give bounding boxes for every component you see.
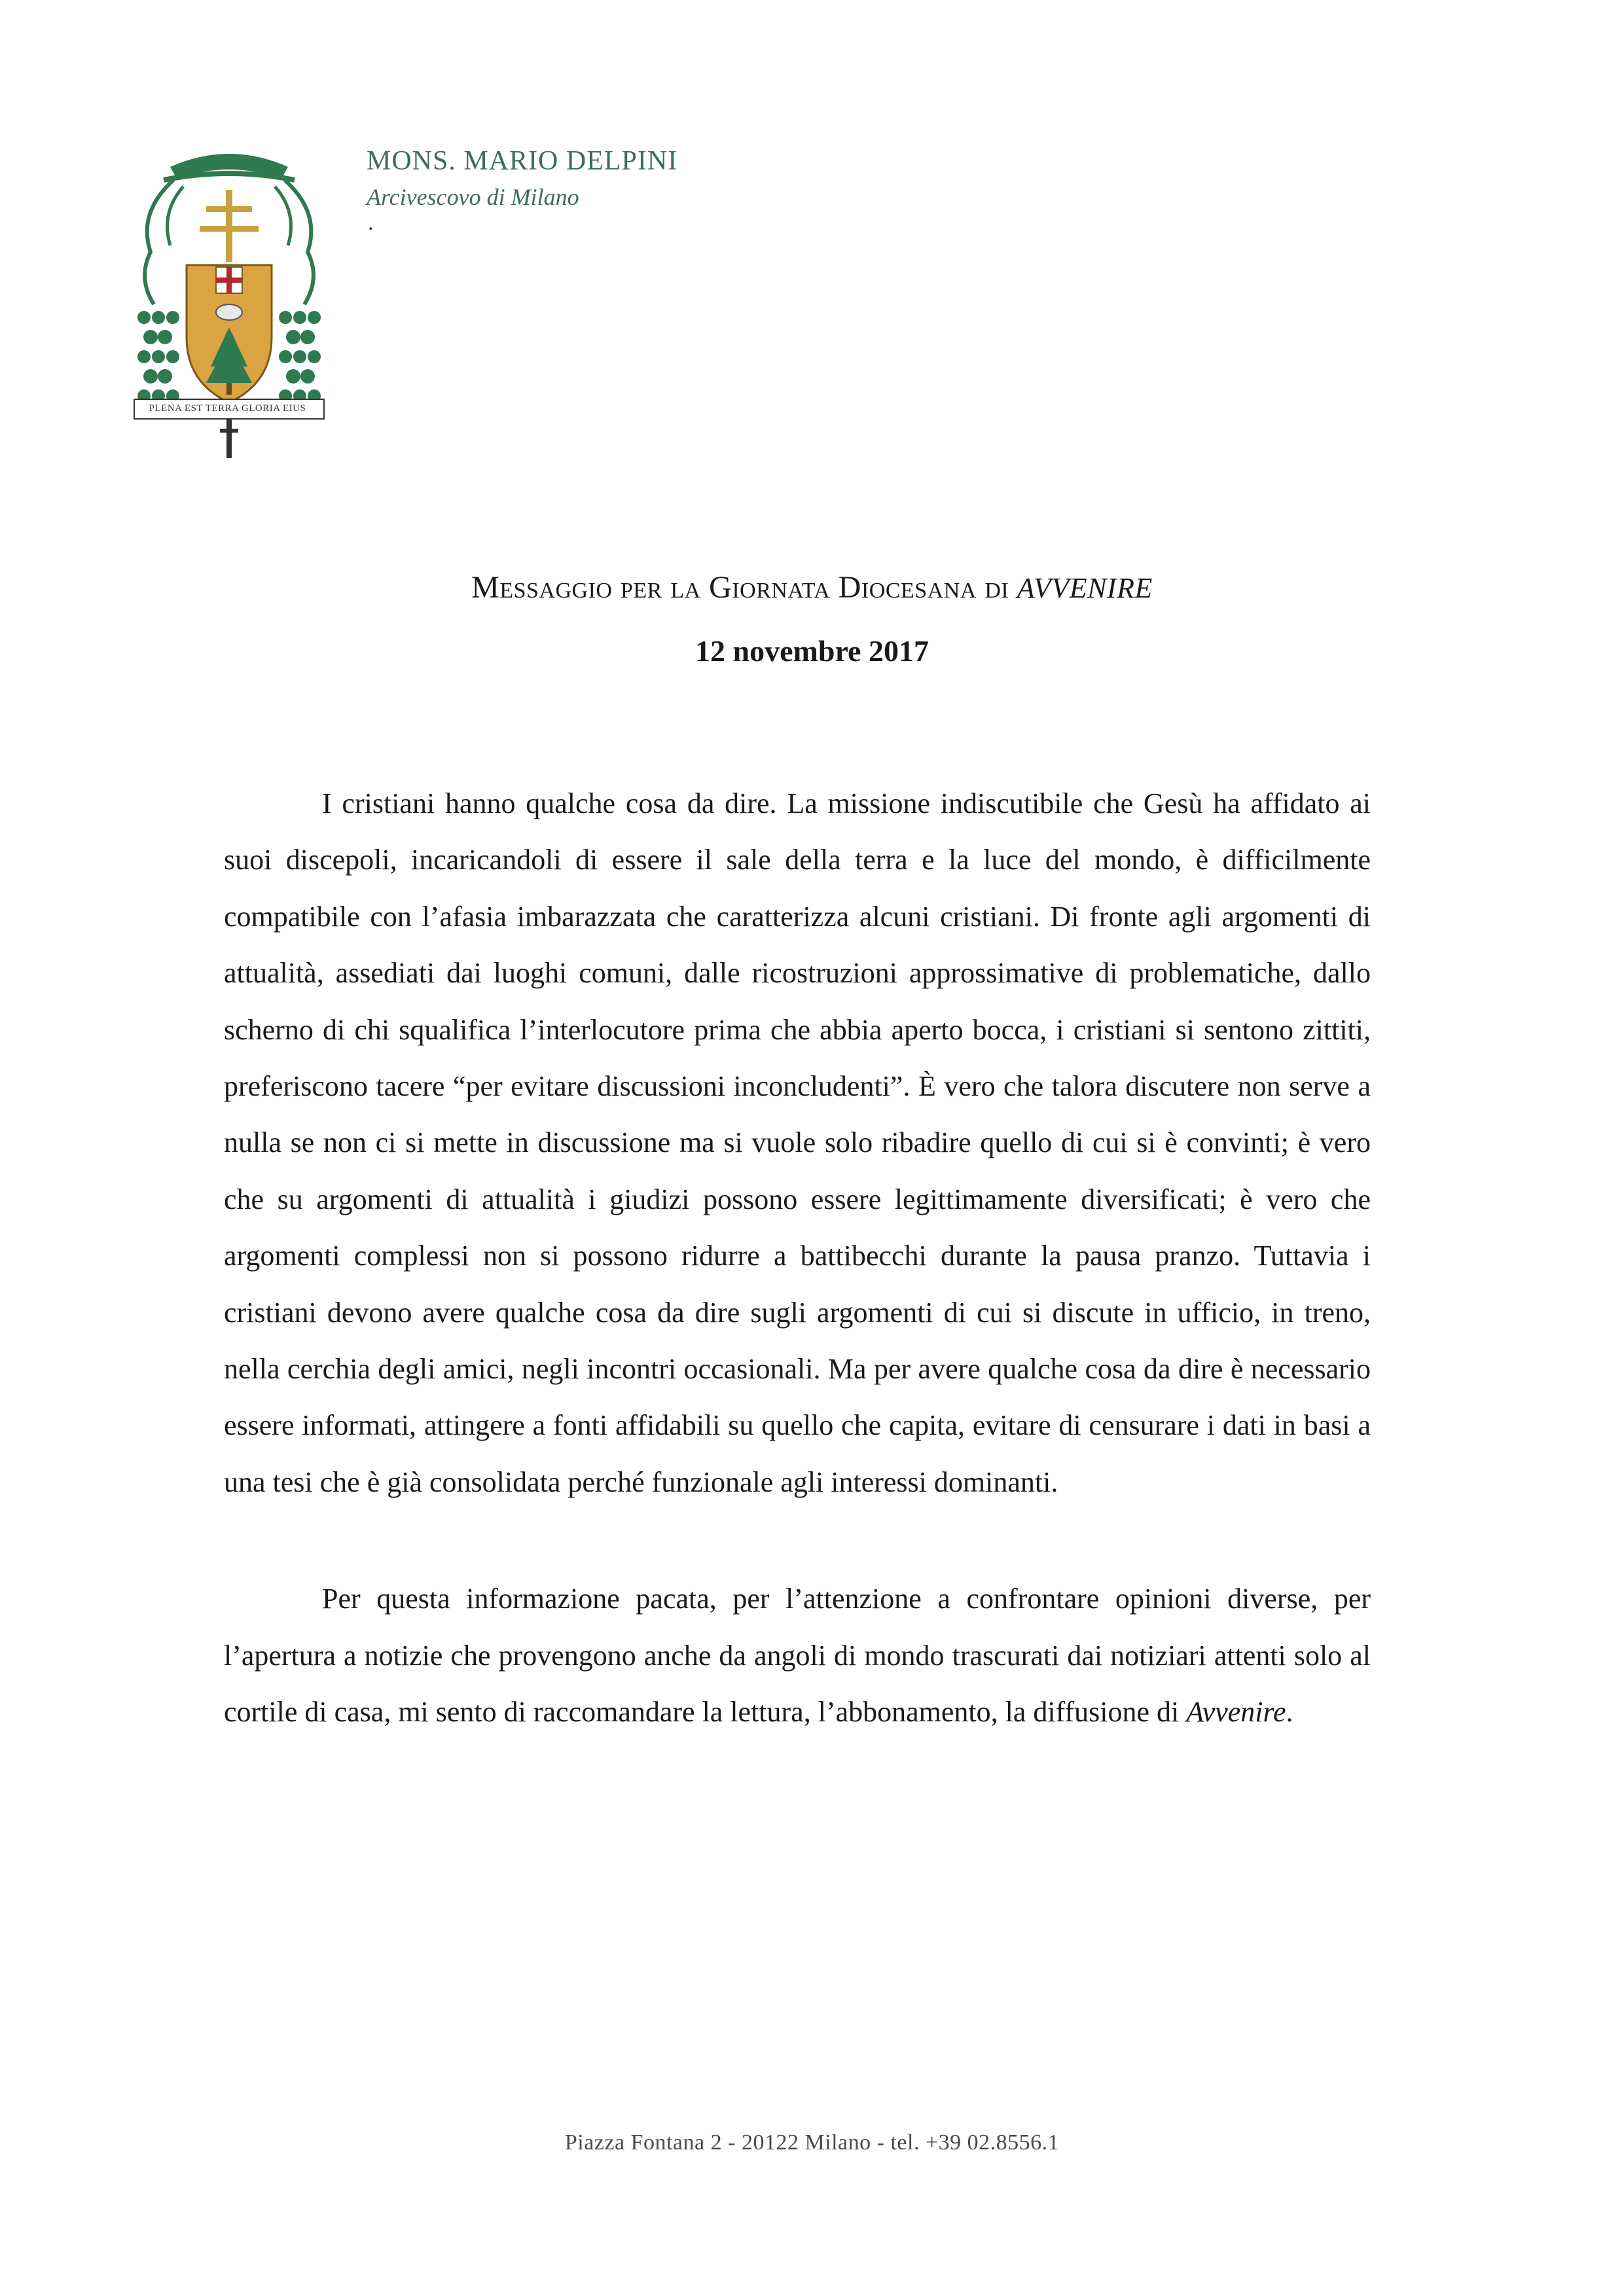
footer-address: Piazza Fontana 2 - 20122 Milano - tel. +39 02.8556.1	[564, 2130, 1060, 2155]
publication-name: Avvenire	[1186, 1696, 1286, 1729]
sender-title: Arcivescovo di Milano	[367, 184, 579, 210]
paragraph-2	[224, 1571, 1371, 1740]
letter-body	[224, 776, 1371, 1741]
title-publication-name: AVVENIRE	[1017, 572, 1153, 604]
title-text: Messaggio per la Giornata Diocesana di	[471, 570, 1017, 605]
header-dot: .	[368, 211, 374, 235]
paragraph-2-text: Per questa informazione pacata, per l’attenzione a confrontare opinioni diverse, per l’apertura a notizie che provengono anche da angoli di mondo trascurati dai notiziari attenti solo al cortile di casa, mi sento di raccomandare la lettura, l’abbonamento, la diffusione di	[224, 1583, 1371, 1729]
document-title	[0, 569, 1624, 605]
sender-name: MONS. MARIO DELPINI	[367, 146, 678, 176]
paragraph-2-end: .	[1286, 1696, 1293, 1729]
document-date: 12 novembre 2017	[695, 634, 929, 668]
paragraph-1: I cristiani hanno qualche cosa da dire. La missione indiscutibile che Gesù ha affidato ai suoi discepoli, incaricandoli di essere il sale della terra e la luce del mondo, è difficilmente compatibile con l’afasia imbarazzata che caratterizza alcuni cristiani. Di fronte agli argomenti di attualità, assediati dai luoghi comuni, dalle ricostruzioni approssimative di problematiche, dallo scherno di chi squalifica l’interlocutore prima che abbia aperto bocca, i cristiani si sentono zittiti, preferiscono tacere “per evitare discussioni inconcludenti”. È vero che talora discutere non serve a nulla se non ci si mette in discussione ma si vuole solo ribadire quello di cui si è convinti; è vero che su argomenti di attualità i giudizi possono essere legittimamente diversificati; è vero che argomenti complessi non si possono ridurre a battibecchi durante la pausa pranzo. Tuttavia i cristiani devono avere qualche cosa da dire sugli argomenti di cui si discute in ufficio, in treno, nella cerchia degli amici, negli incontri occasionali. Ma per avere qualche cosa da dire è necessario essere informati, attingere a fonti affidabili su quello che capita, evitare di censurare i dati in basi a una tesi che è già consolidata perché funzionale agli interessi dominanti.	[224, 787, 1371, 1498]
coat-of-arms-motto: PLENA EST TERRA GLORIA EIUS	[149, 403, 306, 414]
